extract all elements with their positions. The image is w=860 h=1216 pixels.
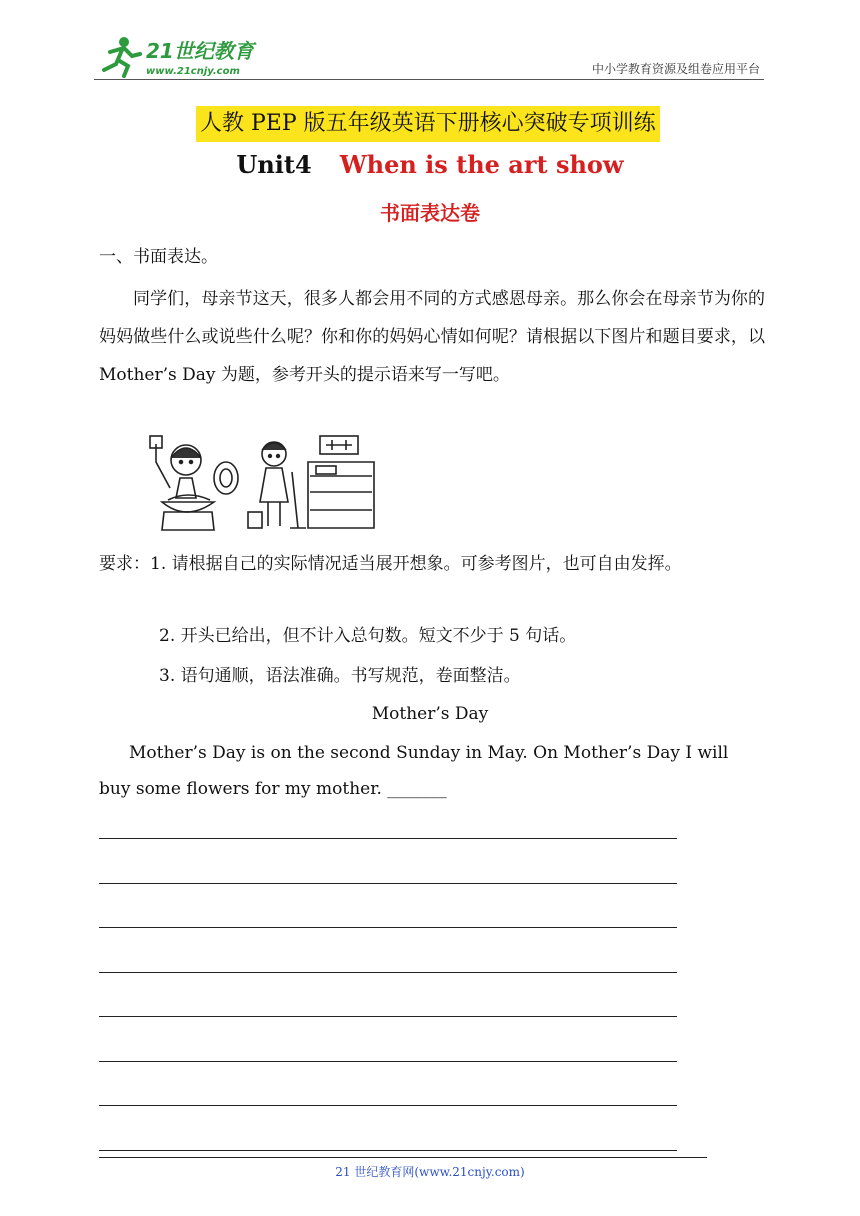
requirement-1: 要求：1. 请根据自己的实际情况适当展开想象。可参考图片，也可自由发挥。 [99,554,682,574]
requirement-2: 2. 开头已给出，但不计入总句数。短文不少于 5 句话。 [159,626,577,646]
unit-number: Unit4 [236,150,312,179]
site-logo [94,34,264,78]
writing-line[interactable] [99,1061,677,1062]
writing-line[interactable] [99,1105,677,1106]
footer-text: 21 世纪教育网(www.21cnjy.com) [335,1165,525,1179]
document-title: 人教 PEP 版五年级英语下册核心突破专项训练 [196,106,660,142]
writing-line[interactable] [99,1150,677,1151]
logo-url: www.21cnjy.com [146,66,240,77]
writing-line[interactable] [99,972,677,973]
writing-line[interactable] [99,883,677,884]
header-divider [94,79,764,80]
section-heading: 一、书面表达。 [99,247,218,267]
essay-title: Mother’s Day [371,704,489,724]
essay-opening: Mother’s Day is on the second Sunday in May. On Mother’s Day I will buy some flowers for my mother. _______ [99,743,729,799]
footer-divider [99,1157,707,1158]
logo-text: 21世纪教育 [146,39,254,63]
runner-icon [104,37,140,76]
cooking-illustration [150,436,238,530]
unit-title: When is the art show [339,150,624,179]
writing-line[interactable] [99,1016,677,1017]
writing-line[interactable] [99,927,677,928]
instructions-paragraph: 同学们，母亲节这天，很多人都会用不同的方式感恩母亲。那么你会在母亲节为你的妈妈做些什么或说些什么呢？你和你的妈妈心情如何呢？请根据以下图片和题目要求，以 Mother’s Day 为题，参考开头的提示语来写一写吧。 [99,289,765,385]
platform-label: 中小学教育资源及组卷应用平台 [591,62,760,76]
cleaning-illustration [248,436,374,528]
paper-subtitle: 书面表达卷 [380,201,480,225]
writing-line[interactable] [99,838,677,839]
unit-heading [0,150,860,179]
illustration [140,432,380,536]
requirement-3: 3. 语句通顺，语法准确。书写规范，卷面整洁。 [159,666,521,686]
